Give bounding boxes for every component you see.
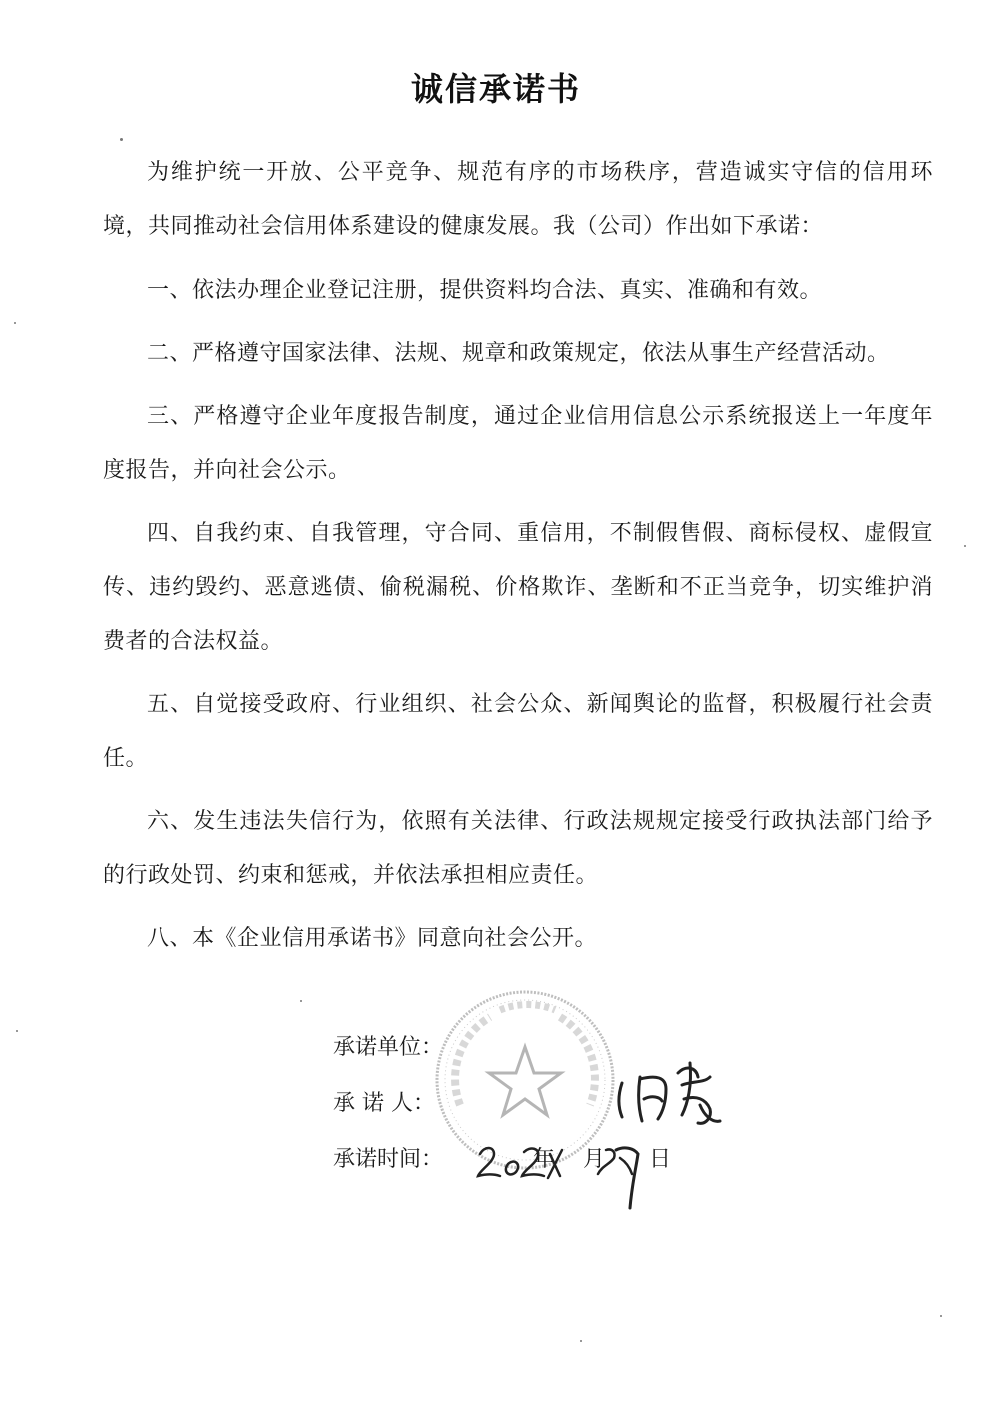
commitment-item-2: 二、严格遵守国家法律、法规、规章和政策规定，依法从事生产经营活动。 (147, 341, 890, 366)
commitment-item-3: 三、严格遵守企业年度报告制度，通过企业信用信息公示系统报送上一年度年度报告，并向社会公示。 (103, 404, 933, 483)
time-label: 承诺时间： (333, 1147, 444, 1172)
scan-speck (940, 1315, 942, 1317)
person-label: 承 诺 人： (333, 1091, 435, 1116)
document-body (103, 146, 933, 975)
handwritten-signature (600, 1055, 740, 1135)
scan-speck (580, 1340, 582, 1342)
commitment-item-1: 一、依法办理企业登记注册，提供资料均合法、真实、准确和有效。 (147, 278, 823, 303)
scan-speck (14, 322, 16, 324)
scan-speck (964, 545, 966, 547)
scan-speck (16, 1030, 18, 1032)
unit-label: 承诺单位： (333, 1035, 444, 1060)
commitment-item-8: 八、本《企业信用承诺书》同意向社会公开。 (147, 926, 598, 951)
document-title: 诚信承诺书 (410, 70, 581, 108)
handwritten-date (440, 1128, 680, 1228)
scan-speck (300, 1000, 302, 1002)
date-year-suffix: 年 (533, 1147, 556, 1172)
date-day-suffix: 日 (649, 1147, 672, 1172)
date-month-suffix: 月 (583, 1147, 606, 1172)
scan-speck (120, 138, 123, 141)
commitment-item-5: 五、自觉接受政府、行业组织、社会公众、新闻舆论的监督，积极履行社会责任。 (103, 692, 933, 771)
commitment-item-6: 六、发生违法失信行为，依照有关法律、行政法规规定接受行政执法部门给予的行政处罚、约束和惩戒，并依法承担相应责任。 (103, 809, 933, 888)
commitment-item-4: 四、自我约束、自我管理，守合同、重信用，不制假售假、商标侵权、虚假宣传、违约毁约、恶意逃债、偷税漏税、价格欺诈、垄断和不正当竞争，切实维护消费者的合法权益。 (103, 521, 933, 654)
intro-paragraph: 为维护统一开放、公平竞争、规范有序的市场秩序，营造诚实守信的信用环境，共同推动社会信用体系建设的健康发展。我（公司）作出如下承诺： (103, 160, 933, 239)
